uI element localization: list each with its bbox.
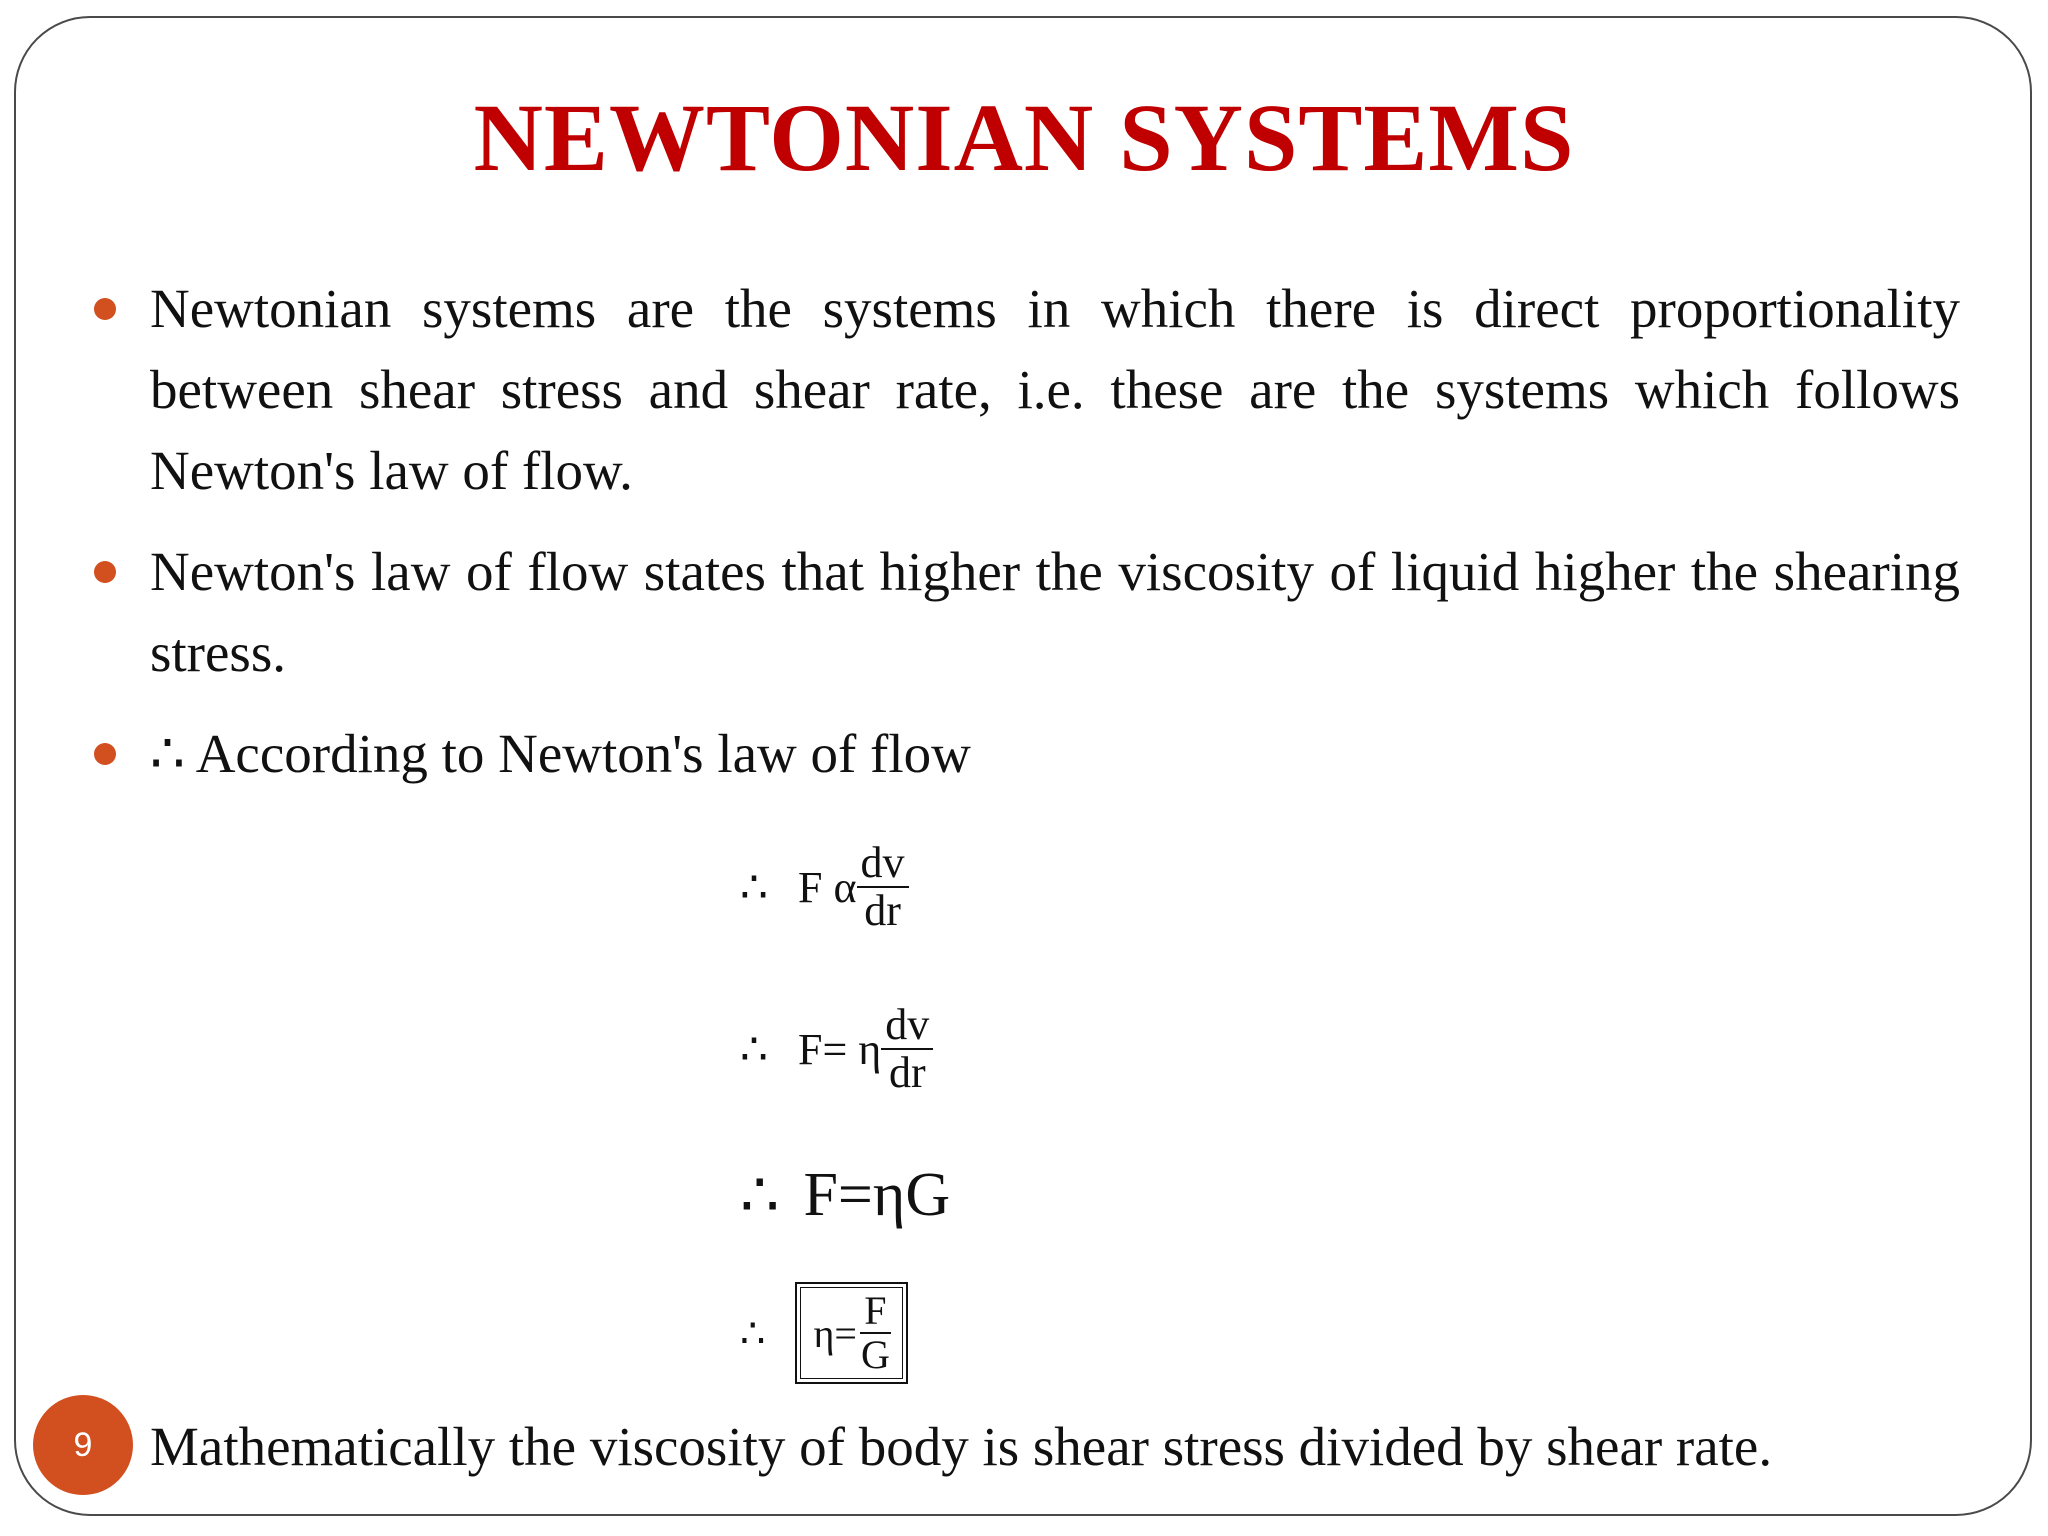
fraction-denominator: dr [864,886,901,936]
fraction-denominator: G [860,1332,890,1377]
equation-viscosity-constant [740,1002,933,1096]
equation-lhs: F= η [798,1024,882,1074]
boxed-equation [795,1282,907,1384]
bullet-dot-icon [94,561,116,583]
therefore-symbol: ∴ [740,862,768,912]
slide-title: NEWTONIAN SYSTEMS [473,84,1575,191]
bullet-item [150,268,1960,511]
equation-viscosity-boxed [740,1282,908,1384]
bullet-text: ∴ According to Newton's law of flow [150,723,971,784]
fraction [881,1002,933,1096]
page-number-badge: 9 [33,1395,133,1495]
equation-lhs: F α [798,862,857,912]
fraction [857,1290,894,1376]
equation-lhs: η= [813,1310,857,1356]
conclusion-text: Mathematically the viscosity of body is shear stress divided by shear rate. [150,1416,1773,1477]
fraction-numerator: dv [881,1002,933,1050]
equation-proportionality [740,840,909,934]
fraction-denominator: dr [888,1048,926,1098]
therefore-symbol: ∴ [740,1310,766,1356]
fraction [857,840,909,934]
bullet-dot-icon [94,743,116,765]
fraction-numerator: dv [857,840,909,888]
bullet-dot-icon [94,298,116,320]
therefore-symbol: ∴ [740,1024,768,1074]
bullet-item [150,713,1960,794]
bullet-text: Newtonian systems are the systems in which there is direct proportionality between shear stress and shear rate, i.e. these are the systems which follows Newton's law of flow. [150,278,1960,501]
fraction-numerator: F [860,1290,890,1334]
bullet-list [150,268,1960,814]
therefore-symbol: ∴ [740,1162,780,1230]
equation-expression: F=ηG [803,1160,951,1229]
equation-force [740,1158,950,1232]
bullet-item [150,531,1960,693]
bullet-text: Newton's law of flow states that higher the viscosity of liquid higher the shearing stress. [150,541,1960,683]
